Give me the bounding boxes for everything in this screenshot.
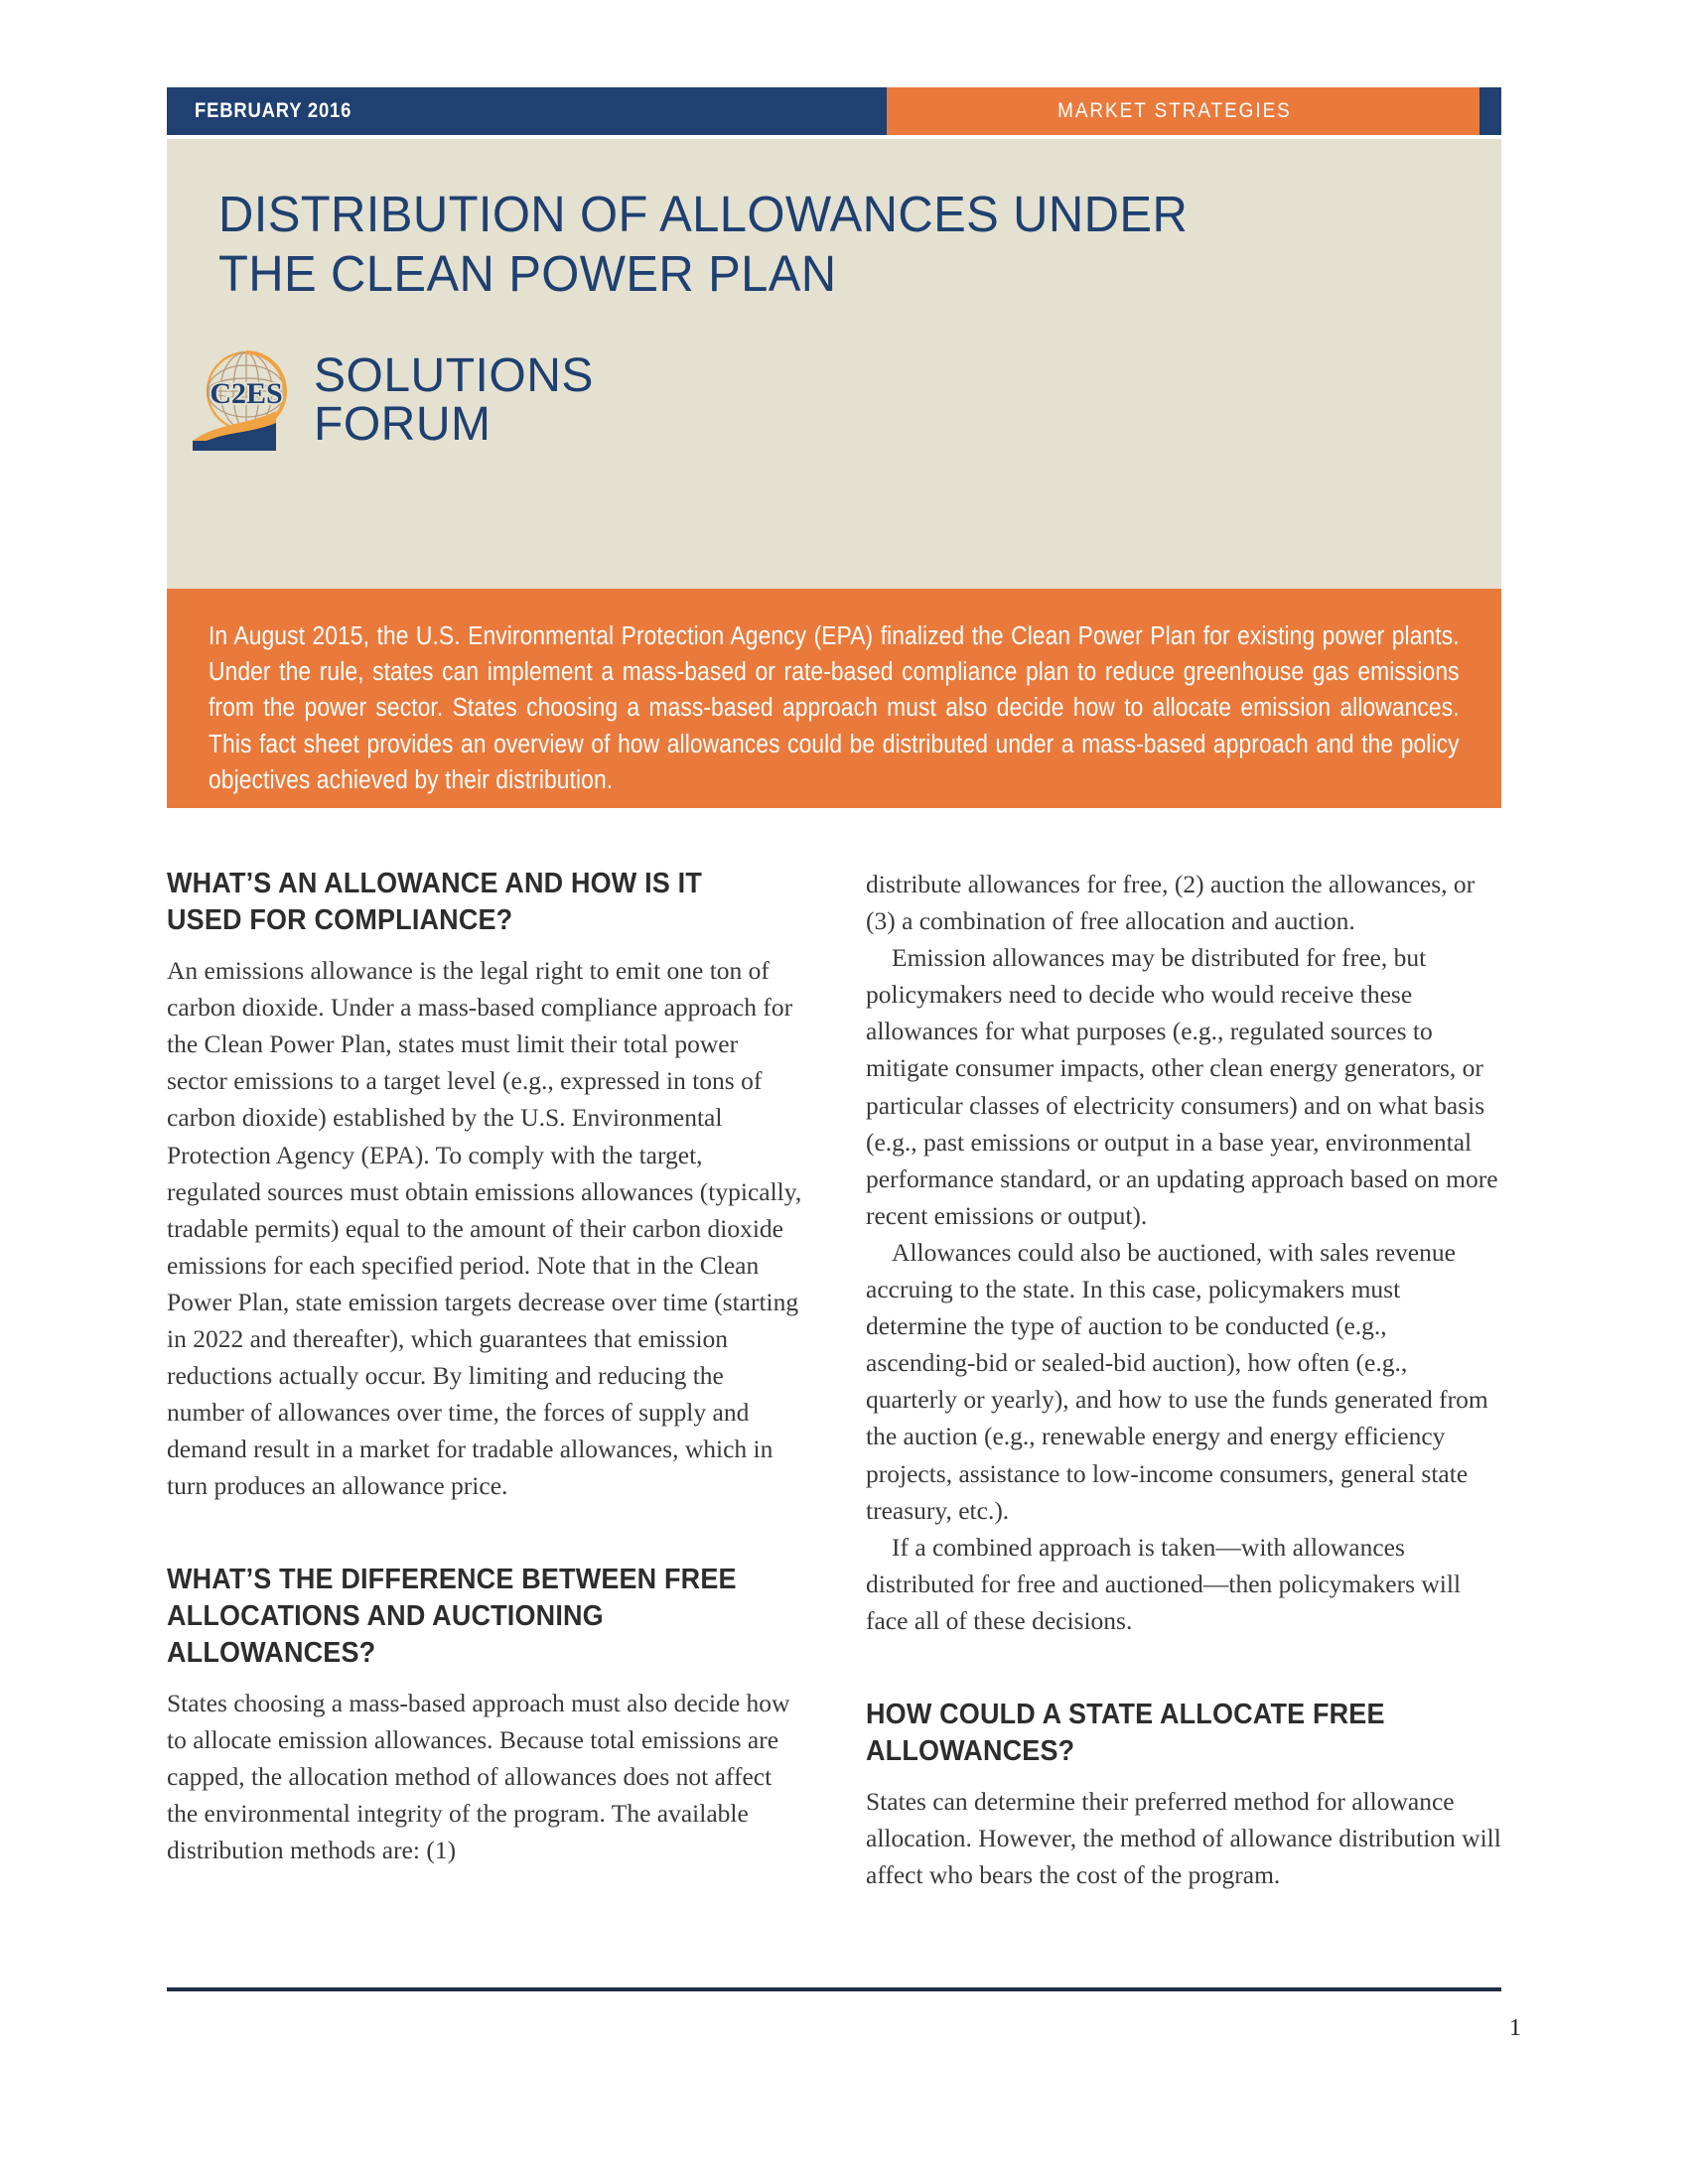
c2es-globe-icon: [191, 349, 300, 453]
logo-wordmark-line-1: SOLUTIONS: [314, 349, 594, 403]
logo-wordmark-line-2: FORUM: [314, 398, 492, 451]
body-columns: [167, 866, 1501, 1893]
page-title-line-2: THE CLEAN POWER PLAN: [218, 245, 837, 303]
page-title-line-1: DISTRIBUTION OF ALLOWANCES UNDER: [218, 186, 1189, 242]
right-column: [866, 866, 1501, 1893]
c2es-solutions-forum-logo: [191, 349, 594, 453]
svg-text:C2ES: C2ES: [210, 377, 283, 410]
heading-whats-an-allowance: WHAT’S AN ALLOWANCE AND HOW IS IT USED FOR COMPLIANCE?: [167, 868, 702, 936]
paragraph-free-distribution: Emission allowances may be distributed for free, but policymakers need to decide who would receive these allowances for what purposes (e.g., regulated sources to mitigate consumer impacts, other clean energy generators, or particular classes of electricity consumers) and on what basis (e.g., past emissions or output in a base year, environmental performance standard, or an updating approach based on more recent emissions or output).: [866, 943, 1498, 1230]
footer-divider: [167, 1987, 1501, 1991]
paragraph-allocation-methods: States choosing a mass-based approach must also decide how to allocate emission allowances. Because total emissions are capped, the allocation method of allowances does not affect the environmental integrity of the program. The available distribution methods are: (1): [167, 1689, 790, 1865]
header-category-block: [887, 87, 1501, 135]
header-banner: [167, 87, 1501, 135]
paragraph-distribution-options: distribute allowances for free, (2) auction the allowances, or (3) a combination of free allocation and auction.: [866, 870, 1476, 936]
logo-wordmark: [314, 349, 594, 451]
left-column: [167, 866, 802, 1893]
summary-text: In August 2015, the U.S. Environmental Protection Agency (EPA) finalized the Clean Power Plan for existing power plants. Under the rule, states can implement a mass-based or rate-based compliance plan to reduce greenhouse gas emissions from the power sector. States choosing a mass-based approach must also decide how to allocate emission allowances. This fact sheet provides an overview of how allowances could be distributed under a mass-based approach and the policy objectives achieved by their distribution.: [209, 622, 1460, 794]
page-number: 1: [1509, 2015, 1521, 2041]
page-title: [218, 185, 1400, 304]
paragraph-preferred-method: States can determine their preferred method for allowance allocation. However, the method of allowance distribution will affect who bears the cost of the program.: [866, 1787, 1501, 1890]
paragraph-allowance-definition: An emissions allowance is the legal right to emit one ton of carbon dioxide. Under a mass-based compliance approach for the Clean Power Plan, states must limit their total power sector emissions to a target level (e.g., expressed in tons of carbon dioxide) established by the U.S. Environmental Protection Agency (EPA). To comply with the target, regulated sources must obtain emissions allowances (typically, tradable permits) equal to the amount of their carbon dioxide emissions for each specified period. Note that in the Clean Power Plan, state emission targets decrease over time (starting in 2022 and thereafter), which guarantees that emission reductions actually occur. By limiting and reducing the number of allowances over time, the forces of supply and demand result in a market for tradable allowances, which in turn produces an allowance price.: [167, 956, 802, 1501]
paragraph-auctioning: Allowances could also be auctioned, with sales revenue accruing to the state. In this case, policymakers must determine the type of auction to be conducted (e.g., ascending-bid or sealed-bid auction), how often (e.g., quarterly or yearly), and how to use the funds generated from the auction (e.g., renewable energy and energy efficiency projects, assistance to low-income consumers, general state treasury, etc.).: [866, 1237, 1488, 1525]
header-date-block: [167, 87, 887, 135]
publication-category: MARKET STRATEGIES: [1056, 99, 1292, 122]
header-banner-endcap: [1479, 87, 1501, 135]
paragraph-combined-approach: If a combined approach is taken—with allowances distributed for free and auctioned—then policymakers will face all of these decisions.: [866, 1532, 1462, 1635]
publication-date: FEBRUARY 2016: [195, 99, 352, 122]
summary-callout-box: [167, 589, 1501, 808]
heading-free-vs-auction: WHAT’S THE DIFFERENCE BETWEEN FREE ALLOCATIONS AND AUCTIONING ALLOWANCES?: [167, 1564, 737, 1669]
heading-allocate-free-allowances: HOW COULD A STATE ALLOCATE FREE ALLOWANCES?: [866, 1698, 1385, 1767]
